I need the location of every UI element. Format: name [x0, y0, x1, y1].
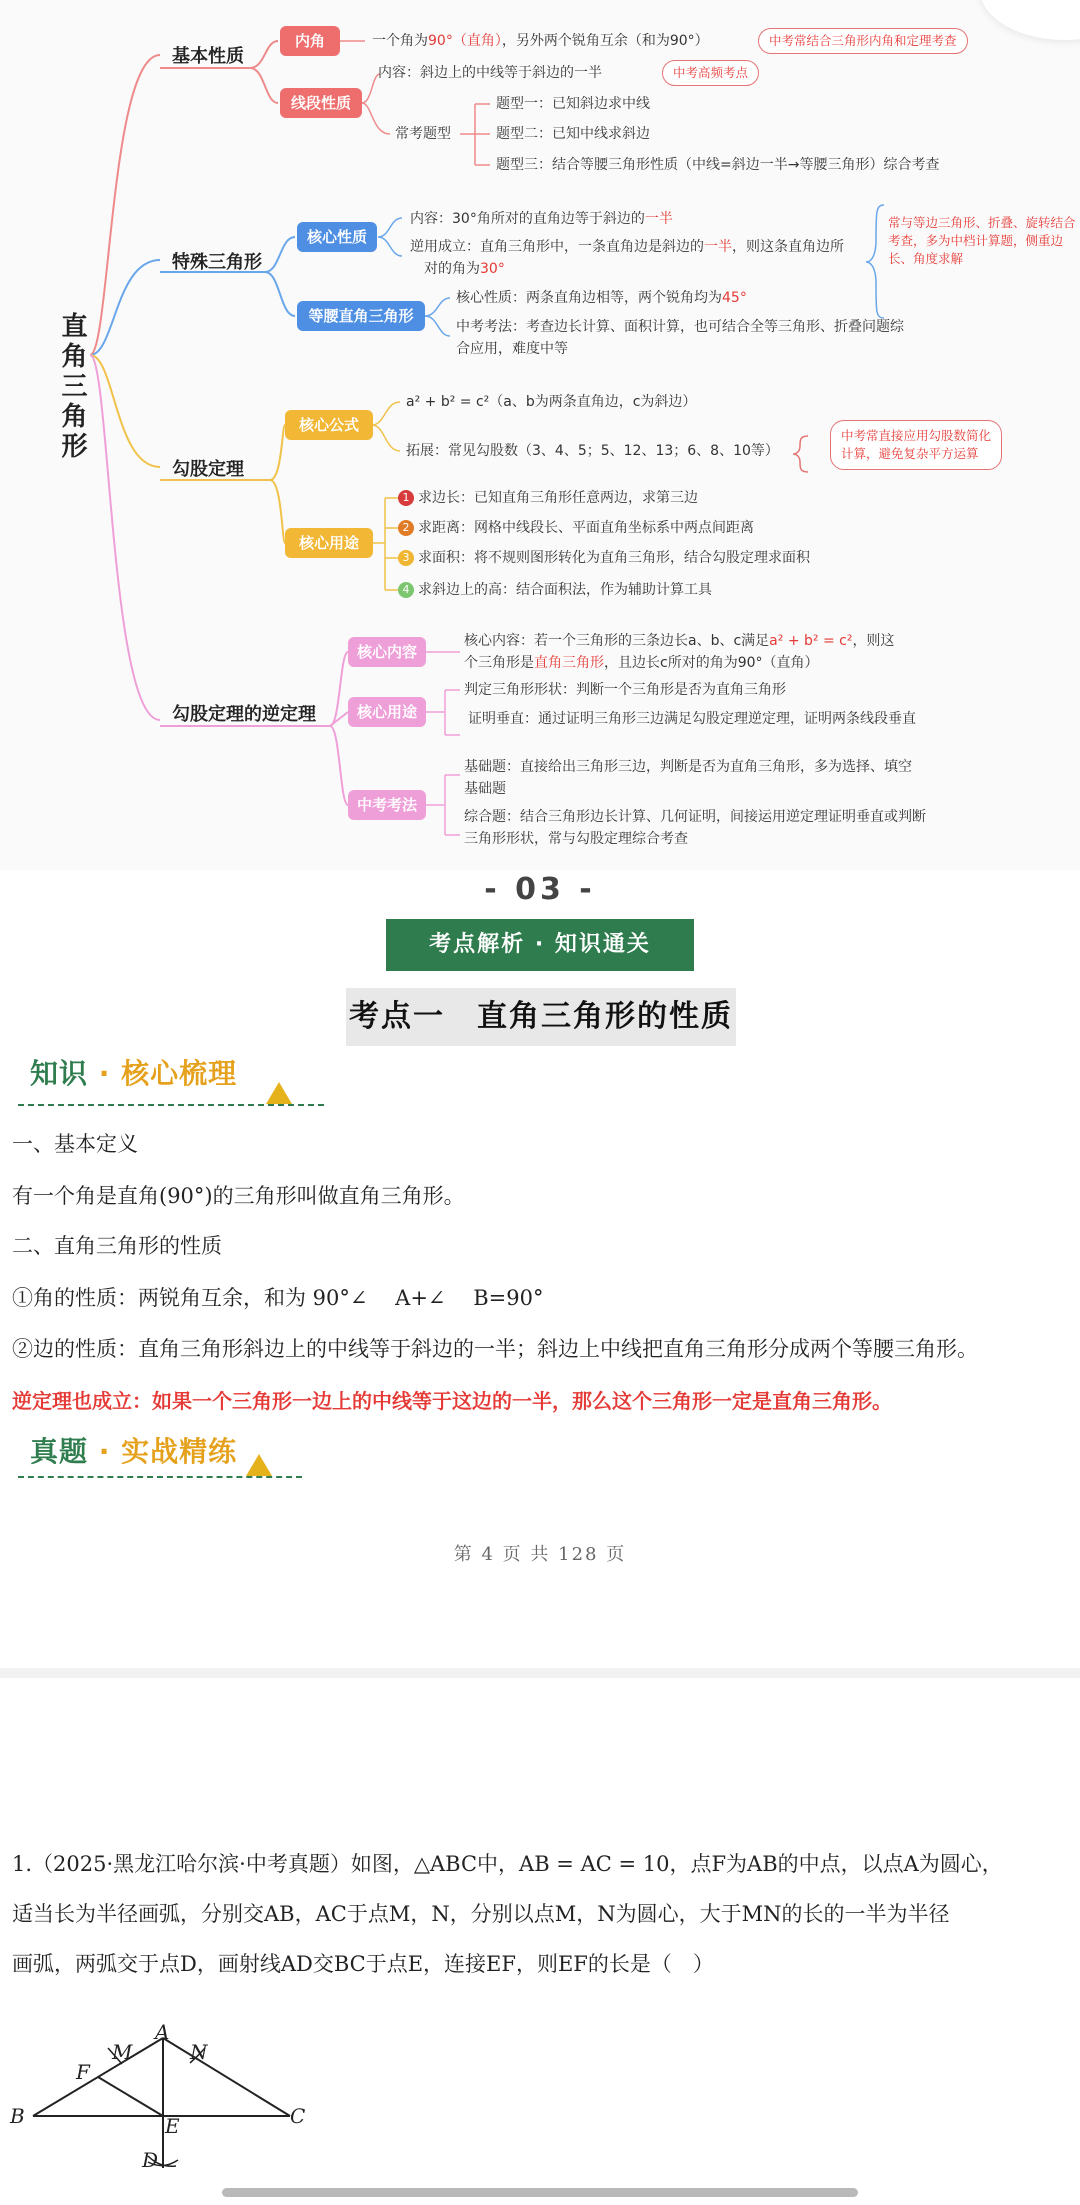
mindmap: [0, 0, 1080, 870]
para-basic-definition-title: 一、基本定义: [12, 1132, 138, 1156]
use-2: 2 求距离：网格中线段长、平面直角坐标系中两点间距离: [398, 517, 754, 539]
question-line-2: 适当长为半径画弧，分别交AB，AC于点M，N，分别以点M，N为圆心，大于MN的长的一半为半径: [12, 1902, 950, 1926]
knowledge-header: 知识 · 核心梳理: [30, 1057, 238, 1090]
tag-interior-angle: 内角: [280, 26, 340, 56]
page-separator: [0, 1668, 1080, 1678]
point-E: E: [165, 2114, 180, 2138]
mindmap-root: 直角三角形: [57, 312, 87, 462]
exam-comprehensive: 综合题：结合三角形边长计算、几何证明，间接运用逆定理证明垂直或判断三角形形状，常与勾股定理综合考查: [464, 809, 926, 847]
tag-exam-method: 中考考法: [348, 790, 426, 820]
isosceles-exam: 中考考法：考查边长计算、面积计算，也可结合全等三角形、折叠问题综合应用，难度中等: [456, 319, 904, 357]
use-4: 4 求斜边上的高：结合面积法，作为辅助计算工具: [398, 579, 712, 601]
point-B: B: [10, 2104, 25, 2128]
triangle-icon: [266, 1082, 292, 1104]
tag-segment-property: 线段性质: [280, 88, 362, 118]
formula-text: a² + b² = c²（a、b为两条直角边，c为斜边）: [406, 394, 697, 410]
point-N: N: [190, 2040, 208, 2064]
branch-basic-properties: 基本性质: [172, 46, 244, 67]
common-question-types: 常考题型: [395, 126, 451, 142]
section-banner: 考点解析 · 知识通关: [386, 919, 694, 971]
question-type-2: 题型二：已知中线求斜边: [496, 126, 650, 142]
special-content-2: 逆用成立：直角三角形中，一条直角边是斜边的一半，则这条直角边所 对的角为30°: [410, 239, 844, 277]
note-special-triangle: 常与等边三角形、折叠、旋转结合考查，多为中档计算题，侧重边长、角度求解: [888, 215, 1076, 266]
segment-content: 内容：斜边上的中线等于斜边的一半: [378, 65, 602, 81]
para-basic-definition: 有一个角是直角(90°)的三角形叫做直角三角形。: [12, 1184, 465, 1208]
tag-isosceles-right: 等腰直角三角形: [297, 301, 425, 331]
note-segment: 中考高频考点: [662, 60, 759, 86]
tag-core-use-2: 核心用途: [348, 697, 426, 727]
triangle-icon-2: [246, 1454, 272, 1476]
tag-core-content: 核心内容: [348, 637, 426, 667]
para-angle-property: ①角的性质：两锐角互余，和为 90°∠ A+∠ B=90°: [12, 1286, 544, 1310]
note-interior-angle: 中考常结合三角形内角和定理考查: [758, 28, 968, 54]
para-converse-theorem: 逆定理也成立：如果一个三角形一边上的中线等于这边的一半，那么这个三角形一定是直角三角形。: [12, 1389, 892, 1413]
branch-special-triangle: 特殊三角形: [172, 252, 262, 273]
page-footer: 第 4 页 共 128 页: [453, 1544, 627, 1565]
question-line-3: 画弧，两弧交于点D，画射线AD交BC于点E，连接EF，则EF的长是（ ）: [12, 1952, 714, 1976]
question-line-1: 1.（2025·黑龙江哈尔滨·中考真题）如图，△ABC中，AB = AC = 10，点F为AB的中点，以点A为圆心，: [12, 1852, 1003, 1876]
branch-pythagorean: 勾股定理: [172, 459, 244, 480]
tag-core-formula: 核心公式: [285, 410, 373, 440]
point-M: M: [112, 2040, 133, 2064]
interior-angle-text: 一个角为90°（直角），另外两个锐角互余（和为90°）: [372, 33, 709, 49]
converse-use-1: 判定三角形形状：判断一个三角形是否为直角三角形: [464, 682, 786, 698]
key-point-title: 考点一 直角三角形的性质: [346, 988, 736, 1046]
point-C: C: [290, 2104, 306, 2128]
special-content-1: 内容：30°角所对的直角边等于斜边的一半: [410, 211, 673, 227]
converse-use-2: 证明垂直：通过证明三角形三边满足勾股定理逆定理，证明两条线段垂直: [468, 711, 916, 727]
point-A: A: [155, 2020, 170, 2044]
question-type-1: 题型一：已知斜边求中线: [496, 96, 650, 112]
tag-core-use: 核心用途: [285, 528, 373, 558]
use-1: 1 求边长：已知直角三角形任意两边，求第三边: [398, 487, 698, 509]
pythagorean-triples: 拓展：常见勾股数（3、4、5；5、12、13；6、8、10等）: [406, 443, 779, 459]
branch-converse: 勾股定理的逆定理: [172, 704, 316, 725]
point-F: F: [76, 2060, 90, 2084]
header-underline: [18, 1104, 324, 1106]
tag-core-property: 核心性质: [297, 222, 377, 252]
point-D: D: [142, 2148, 159, 2172]
isosceles-core: 核心性质：两条直角边相等，两个锐角均为45°: [456, 290, 747, 306]
converse-content: 核心内容：若一个三角形的三条边长a、b、c满足a² + b² = c²，则这 个三角形是直角三角形，且边长c所对的角为90°（直角）: [464, 633, 895, 671]
note-pythagorean: 中考常直接应用勾股数简化计算，避免复杂平方运算: [830, 420, 1002, 470]
practice-underline: [18, 1476, 302, 1478]
para-side-property: ②边的性质：直角三角形斜边上的中线等于斜边的一半；斜边上中线把直角三角形分成两个等腰三角形。: [12, 1337, 978, 1361]
question-type-3: 题型三：结合等腰三角形性质（中线=斜边一半→等腰三角形）综合考查: [496, 157, 940, 173]
use-3: 3 求面积：将不规则图形转化为直角三角形，结合勾股定理求面积: [398, 547, 810, 569]
practice-header: 真题 · 实战精练: [30, 1435, 238, 1468]
para-properties-title: 二、直角三角形的性质: [12, 1234, 222, 1258]
exam-basic: 基础题：直接给出三角形三边，判断是否为直角三角形，多为选择、填空基础题: [464, 759, 912, 797]
horizontal-scrollbar[interactable]: [222, 2188, 858, 2197]
section-number: - 03 -: [484, 872, 596, 907]
geometry-figure: [0, 2010, 340, 2190]
